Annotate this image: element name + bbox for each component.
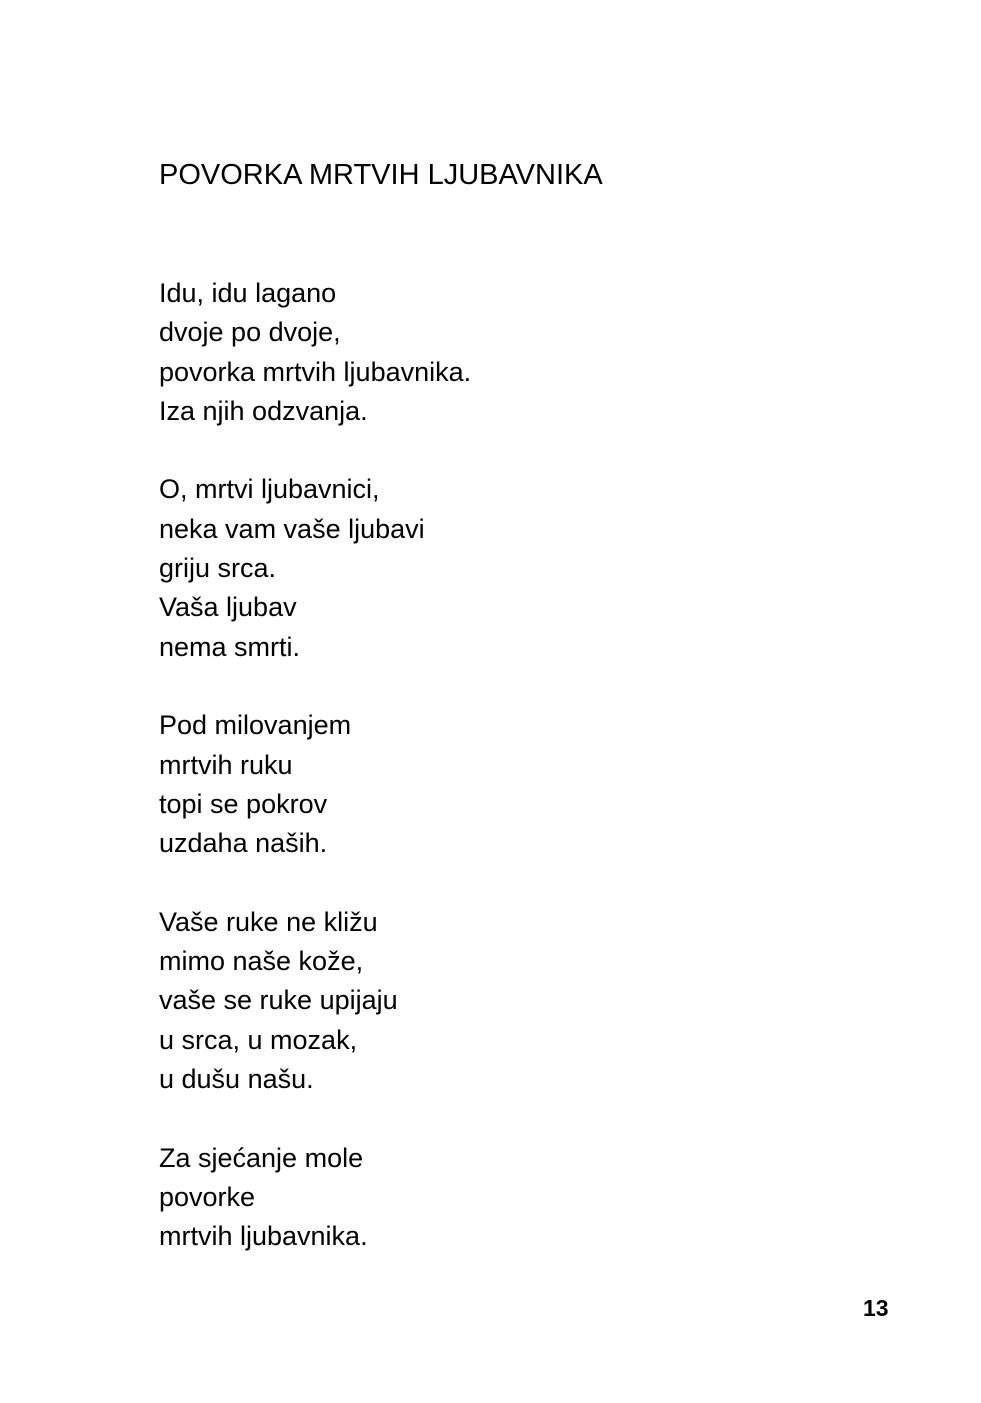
poem-line: Za sjećanje mole [159, 1142, 364, 1173]
page-number: 13 [863, 1295, 889, 1321]
poem-body [159, 274, 471, 1296]
poem-line: Vaša ljubav [159, 592, 297, 623]
poem-line: mimo naše kože, [159, 946, 364, 977]
poem-line: vaše se ruke upijaju [159, 985, 398, 1016]
poem-line: Vaše ruke ne kližu [159, 906, 378, 937]
poem-line: griju srca. [159, 553, 277, 584]
stanza-1 [159, 274, 471, 431]
poem-line: mrtvih ruku [159, 749, 293, 780]
stanza-3 [159, 706, 471, 863]
poem-line: uzdaha naših. [159, 828, 328, 859]
poem-line: Iza njih odzvanja. [159, 395, 368, 426]
poem-line: u srca, u mozak, [159, 1024, 358, 1055]
stanza-5 [159, 1139, 471, 1257]
poem-line: nema smrti. [159, 631, 301, 662]
poem-line: Idu, idu lagano [159, 278, 337, 308]
poem-line: povorke [159, 1181, 256, 1212]
stanza-4 [159, 903, 471, 1099]
poem-line: mrtvih ljubavnika. [159, 1221, 368, 1252]
poem-line: dvoje po dvoje, [159, 317, 341, 348]
poem-line: Pod milovanjem [159, 710, 352, 741]
stanza-2 [159, 470, 471, 666]
poem-line: topi se pokrov [159, 788, 328, 819]
poem-line: O, mrtvi ljubavnici, [159, 474, 380, 505]
poem-line: neka vam vaše ljubavi [159, 513, 425, 544]
poem-line: u dušu našu. [159, 1063, 314, 1094]
poem-title: POVORKA MRTVIH LJUBAVNIKA [159, 159, 603, 191]
poem-line: povorka mrtvih ljubavnika. [159, 356, 472, 387]
